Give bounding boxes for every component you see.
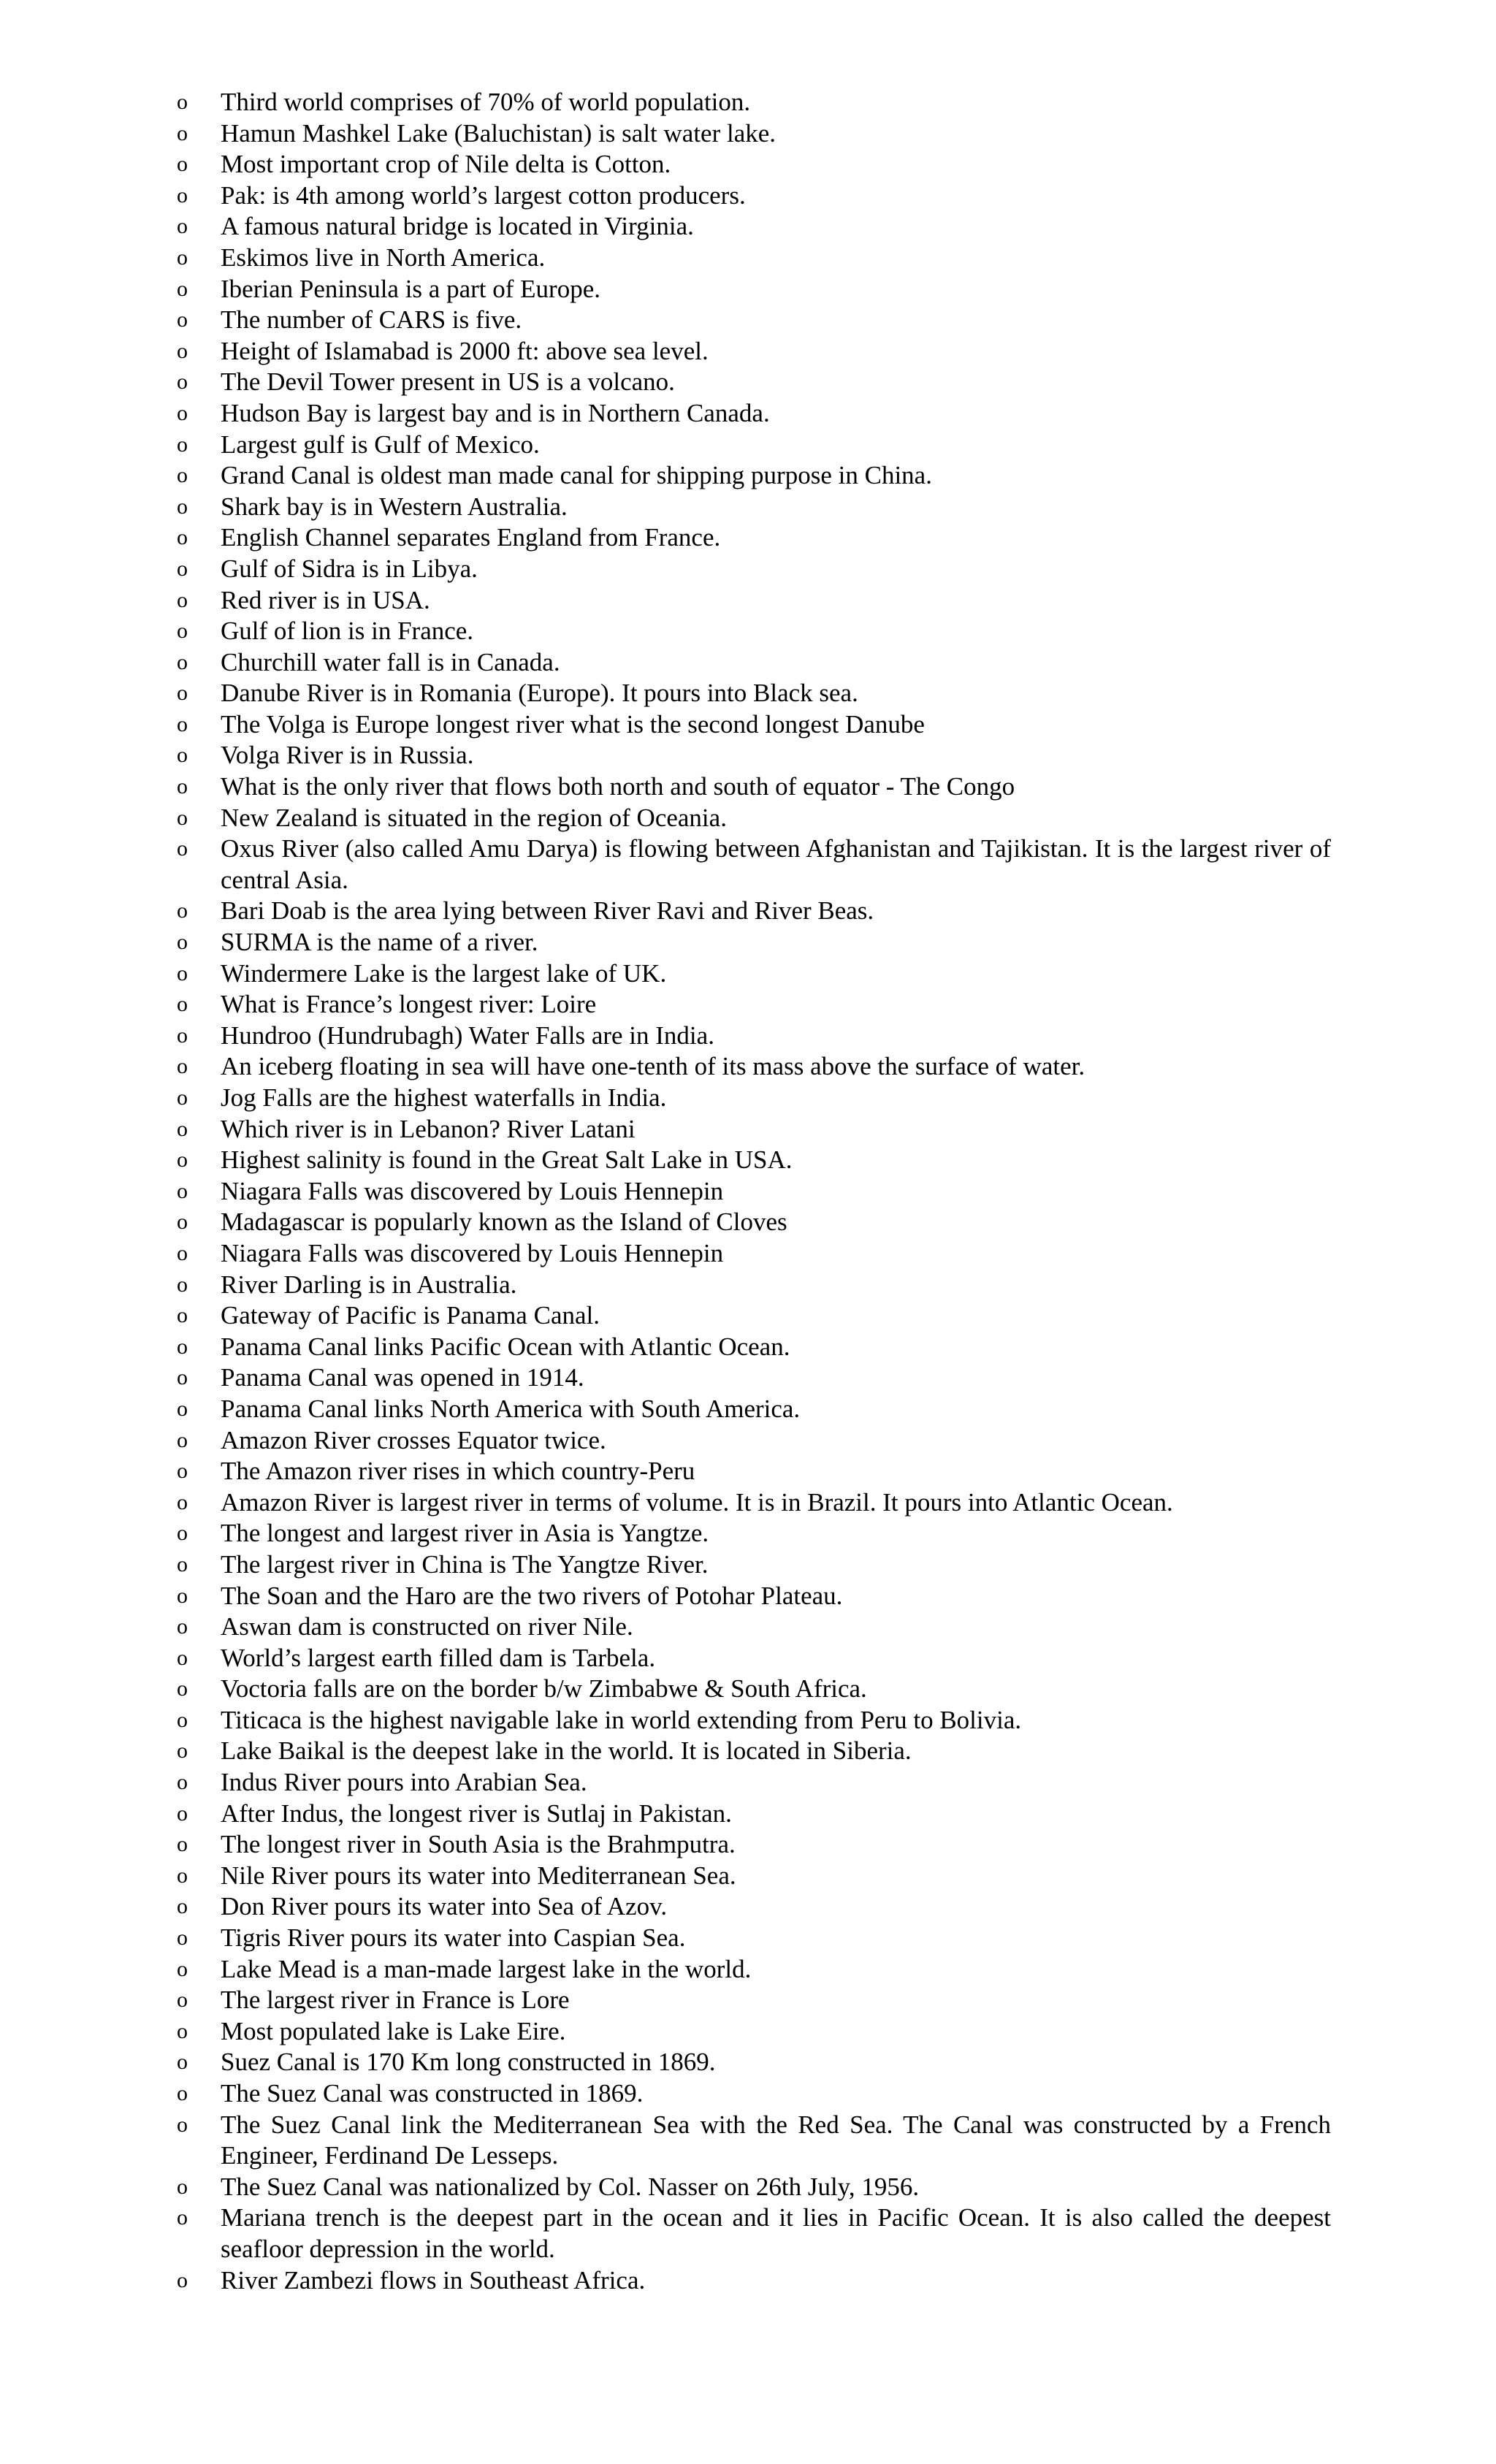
list-item <box>177 1767 1331 1799</box>
fact-text: Shark bay is in Western Australia. <box>221 492 568 521</box>
bullet-icon: o <box>177 214 188 239</box>
bullet-icon: o <box>177 1832 188 1857</box>
fact-text: Amazon River is largest river in terms of volume. It is in Brazil. It pours into Atlantic Ocean. <box>221 1487 1173 1517</box>
list-item <box>177 1456 1331 1487</box>
bullet-icon: o <box>177 2205 188 2230</box>
fact-text: Danube River is in Romania (Europe). It pours into Black sea. <box>221 679 858 708</box>
bullet-icon: o <box>177 1178 188 1203</box>
fact-text: The number of CARS is five. <box>221 305 522 335</box>
list-item <box>177 1238 1331 1270</box>
bullet-icon: o <box>177 1739 188 1763</box>
fact-text: Most important crop of Nile delta is Cotton. <box>221 150 671 179</box>
fact-text: Lake Baikal is the deepest lake in the world. It is located in Siberia. <box>221 1736 912 1766</box>
bullet-icon: o <box>177 556 188 581</box>
fact-text: The Devil Tower present in US is a volcano. <box>221 367 675 397</box>
fact-text: Niagara Falls was discovered by Louis Hennepin <box>221 1238 724 1267</box>
list-item <box>177 460 1331 492</box>
fact-text: Madagascar is popularly known as the Island of Cloves <box>221 1208 787 1237</box>
bullet-icon: o <box>177 2267 188 2292</box>
fact-text: Hudson Bay is largest bay and is in Northern Canada. <box>221 398 770 427</box>
fact-text: Amazon River crosses Equator twice. <box>221 1425 606 1454</box>
bullet-icon: o <box>177 1459 188 1484</box>
list-item <box>177 1270 1331 1301</box>
fact-text: River Darling is in Australia. <box>221 1270 517 1299</box>
list-item <box>177 367 1331 398</box>
list-item <box>177 492 1331 523</box>
list-item <box>177 149 1331 180</box>
bullet-icon: o <box>177 774 188 799</box>
fact-text: Oxus River (also called Amu Darya) is flowing between Afghanistan and Tajikistan. It is the largest river of central Asia. <box>221 834 1331 894</box>
fact-text: Titicaca is the highest navigable lake in world extending from Peru to Bolivia. <box>221 1705 1022 1734</box>
fact-text: The largest river in China is The Yangtze River. <box>221 1549 709 1579</box>
bullet-icon: o <box>177 121 188 145</box>
bullet-icon: o <box>177 494 188 519</box>
bullet-icon: o <box>177 1148 188 1172</box>
list-item <box>177 1145 1331 1176</box>
fact-text: Red river is in USA. <box>221 585 430 614</box>
bullet-icon: o <box>177 2018 188 2043</box>
fact-text: Bari Doab is the area lying between River Ravi and River Beas. <box>221 896 874 926</box>
list-item <box>177 1705 1331 1736</box>
fact-text: An iceberg floating in sea will have one-tenth of its mass above the surface of water. <box>221 1052 1085 1081</box>
bullet-icon: o <box>177 681 188 706</box>
list-item <box>177 1643 1331 1674</box>
list-item <box>177 2202 1331 2265</box>
bullet-icon: o <box>177 183 188 207</box>
fact-text: Which river is in Lebanon? River Latani <box>221 1114 636 1143</box>
bullet-icon: o <box>177 463 188 488</box>
bullet-icon: o <box>177 1988 188 2013</box>
list-item <box>177 1985 1331 2016</box>
fact-text: English Channel separates England from France. <box>221 523 721 552</box>
list-item <box>177 927 1331 958</box>
fact-text: Iberian Peninsula is a part of Europe. <box>221 274 600 303</box>
list-item <box>177 1207 1331 1238</box>
bullet-icon: o <box>177 1894 188 1919</box>
fact-text: Grand Canal is oldest man made canal for shipping purpose in China. <box>221 461 932 490</box>
bullet-icon: o <box>177 1086 188 1110</box>
list-item <box>177 647 1331 679</box>
fact-text: Suez Canal is 170 Km long constructed in 1869. <box>221 2048 716 2077</box>
list-item <box>177 1300 1331 1332</box>
fact-text: Panama Canal was opened in 1914. <box>221 1363 584 1392</box>
list-item <box>177 522 1331 554</box>
bullet-icon: o <box>177 276 188 301</box>
list-item <box>177 211 1331 243</box>
list-item <box>177 2047 1331 2078</box>
bullet-icon: o <box>177 1770 188 1795</box>
fact-text: The Volga is Europe longest river what is the second longest Danube <box>221 709 925 739</box>
bullet-icon: o <box>177 2050 188 2075</box>
bullet-icon: o <box>177 1116 188 1141</box>
bullet-icon: o <box>177 1707 188 1732</box>
list-item <box>177 1083 1331 1114</box>
fact-text: The Suez Canal was constructed in 1869. <box>221 2079 644 2108</box>
bullet-icon: o <box>177 1303 188 1328</box>
list-item <box>177 243 1331 274</box>
fact-text: Largest gulf is Gulf of Mexico. <box>221 430 540 459</box>
fact-text: Hundroo (Hundrubagh) Water Falls are in India. <box>221 1021 714 1050</box>
bullet-icon: o <box>177 1490 188 1514</box>
fact-text: Voctoria falls are on the border b/w Zimbabwe & South Africa. <box>221 1674 867 1704</box>
list-item <box>177 1051 1331 1083</box>
fact-text: The Suez Canal was nationalized by Col. Nasser on 26th July, 1956. <box>221 2172 920 2201</box>
bullet-icon: o <box>177 1365 188 1390</box>
fact-text: After Indus, the longest river is Sutlaj in Pakistan. <box>221 1799 732 1828</box>
list-item <box>177 180 1331 212</box>
list-item <box>177 1861 1331 1892</box>
bullet-icon: o <box>177 2112 188 2137</box>
fact-text: The Soan and the Haro are the two rivers of Potohar Plateau. <box>221 1581 843 1610</box>
fact-text: A famous natural bridge is located in Virginia. <box>221 212 694 241</box>
fact-text: Gulf of lion is in France. <box>221 617 474 646</box>
list-item <box>177 2265 1331 2297</box>
fact-text: New Zealand is situated in the region of Oceania. <box>221 803 727 832</box>
fact-text: Niagara Falls was discovered by Louis Hennepin <box>221 1176 724 1205</box>
fact-text: Windermere Lake is the largest lake of UK. <box>221 958 667 988</box>
list-item <box>177 1394 1331 1425</box>
fact-text: What is France’s longest river: Loire <box>221 990 597 1019</box>
list-item <box>177 274 1331 305</box>
list-item <box>177 989 1331 1021</box>
list-item <box>177 1581 1331 1612</box>
fact-text: Tigris River pours its water into Caspian Sea. <box>221 1923 686 1953</box>
bullet-icon: o <box>177 1054 188 1079</box>
list-item <box>177 336 1331 367</box>
bullet-icon: o <box>177 1801 188 1826</box>
list-item <box>177 740 1331 771</box>
list-item <box>177 2078 1331 2110</box>
list-item <box>177 1176 1331 1208</box>
list-item <box>177 1362 1331 1394</box>
fact-text: Volga River is in Russia. <box>221 741 474 770</box>
fact-text: Third world comprises of 70% of world population. <box>221 88 751 116</box>
bullet-icon: o <box>177 1240 188 1265</box>
fact-text: The largest river in France is Lore <box>221 1986 570 2015</box>
fact-text: The Suez Canal link the Mediterranean Sea with the Red Sea. The Canal was constructed by a French Engineer, Ferdinand De Lesseps. <box>221 2110 1331 2170</box>
list-item <box>177 118 1331 150</box>
bullet-icon: o <box>177 245 188 270</box>
bullet-icon: o <box>177 1552 188 1576</box>
fact-text: What is the only river that flows both north and south of equator - The Congo <box>221 772 1015 801</box>
bullet-icon: o <box>177 152 188 177</box>
list-item <box>177 554 1331 585</box>
bullet-icon: o <box>177 338 188 363</box>
list-item <box>177 1549 1331 1581</box>
fact-text: The longest river in South Asia is the Brahmputra. <box>221 1830 736 1859</box>
bullet-icon: o <box>177 712 188 736</box>
fact-text: Panama Canal links Pacific Ocean with Atlantic Ocean. <box>221 1332 790 1361</box>
bullet-icon: o <box>177 370 188 394</box>
bullet-icon: o <box>177 1614 188 1639</box>
fact-list <box>177 87 1331 2296</box>
bullet-icon: o <box>177 2081 188 2105</box>
list-item <box>177 834 1331 896</box>
list-item <box>177 771 1331 803</box>
list-item <box>177 1114 1331 1145</box>
bullet-icon: o <box>177 90 188 114</box>
list-item <box>177 1518 1331 1549</box>
list-item <box>177 678 1331 709</box>
bullet-icon: o <box>177 1926 188 1950</box>
fact-text: Churchill water fall is in Canada. <box>221 647 560 676</box>
bullet-icon: o <box>177 1396 188 1421</box>
list-item <box>177 2016 1331 2048</box>
bullet-icon: o <box>177 1427 188 1452</box>
fact-text: Mariana trench is the deepest part in the ocean and it lies in Pacific Ocean. It is also called the deepest seafloor depression in the world. <box>221 2203 1331 2263</box>
fact-text: Lake Mead is a man-made largest lake in the world. <box>221 1954 752 1983</box>
fact-text: Don River pours its water into Sea of Azov. <box>221 1892 668 1921</box>
bullet-icon: o <box>177 930 188 955</box>
bullet-icon: o <box>177 1023 188 1048</box>
list-item <box>177 1954 1331 1986</box>
bullet-icon: o <box>177 992 188 1017</box>
bullet-icon: o <box>177 899 188 923</box>
fact-text: Gulf of Sidra is in Libya. <box>221 554 478 583</box>
bullet-icon: o <box>177 2174 188 2199</box>
fact-text: The Amazon river rises in which country-Peru <box>221 1457 695 1486</box>
bullet-icon: o <box>177 1521 188 1546</box>
list-item <box>177 1021 1331 1052</box>
bullet-icon: o <box>177 308 188 332</box>
fact-text: Gateway of Pacific is Panama Canal. <box>221 1301 600 1330</box>
fact-text: World’s largest earth filled dam is Tarbela. <box>221 1643 656 1672</box>
list-item <box>177 87 1331 118</box>
list-item <box>177 958 1331 990</box>
fact-text: Height of Islamabad is 2000 ft: above sea level. <box>221 336 709 365</box>
list-item <box>177 398 1331 430</box>
list-item <box>177 1891 1331 1923</box>
list-item <box>177 1736 1331 1767</box>
fact-text: Highest salinity is found in the Great Salt Lake in USA. <box>221 1145 793 1175</box>
fact-text: Eskimos live in North America. <box>221 243 546 272</box>
fact-text: Jog Falls are the highest waterfalls in India. <box>221 1083 667 1112</box>
fact-text: Nile River pours its water into Mediterranean Sea. <box>221 1861 736 1890</box>
list-item <box>177 803 1331 834</box>
bullet-icon: o <box>177 1677 188 1701</box>
fact-text: River Zambezi flows in Southeast Africa. <box>221 2265 646 2295</box>
list-item <box>177 896 1331 927</box>
list-item <box>177 2110 1331 2172</box>
bullet-icon: o <box>177 649 188 674</box>
list-item <box>177 1611 1331 1643</box>
bullet-icon: o <box>177 836 188 861</box>
bullet-icon: o <box>177 1645 188 1670</box>
fact-text: Indus River pours into Arabian Sea. <box>221 1768 587 1797</box>
fact-text: Aswan dam is constructed on river Nile. <box>221 1612 633 1641</box>
list-item <box>177 305 1331 336</box>
list-item <box>177 1674 1331 1705</box>
list-item <box>177 430 1331 461</box>
fact-text: Hamun Mashkel Lake (Baluchistan) is salt water lake. <box>221 118 776 148</box>
bullet-icon: o <box>177 1863 188 1888</box>
bullet-icon: o <box>177 743 188 768</box>
bullet-icon: o <box>177 805 188 830</box>
list-item <box>177 1923 1331 1954</box>
bullet-icon: o <box>177 587 188 612</box>
list-item <box>177 2172 1331 2203</box>
bullet-icon: o <box>177 619 188 644</box>
list-item <box>177 616 1331 647</box>
fact-text: Panama Canal links North America with South America. <box>221 1394 801 1423</box>
list-item <box>177 585 1331 617</box>
list-item <box>177 709 1331 741</box>
list-item <box>177 1799 1331 1830</box>
fact-text: Most populated lake is Lake Eire. <box>221 2016 566 2045</box>
bullet-icon: o <box>177 1956 188 1981</box>
list-item <box>177 1332 1331 1363</box>
bullet-icon: o <box>177 1334 188 1359</box>
list-item <box>177 1487 1331 1519</box>
bullet-icon: o <box>177 400 188 425</box>
bullet-icon: o <box>177 1210 188 1235</box>
list-item <box>177 1829 1331 1861</box>
bullet-icon: o <box>177 525 188 550</box>
bullet-icon: o <box>177 961 188 985</box>
bullet-icon: o <box>177 1583 188 1608</box>
fact-text: SURMA is the name of a river. <box>221 928 538 957</box>
bullet-icon: o <box>177 1272 188 1297</box>
fact-text: Pak: is 4th among world’s largest cotton producers. <box>221 180 746 210</box>
fact-text: The longest and largest river in Asia is Yangtze. <box>221 1519 709 1548</box>
bullet-icon: o <box>177 432 188 457</box>
list-item <box>177 1425 1331 1457</box>
